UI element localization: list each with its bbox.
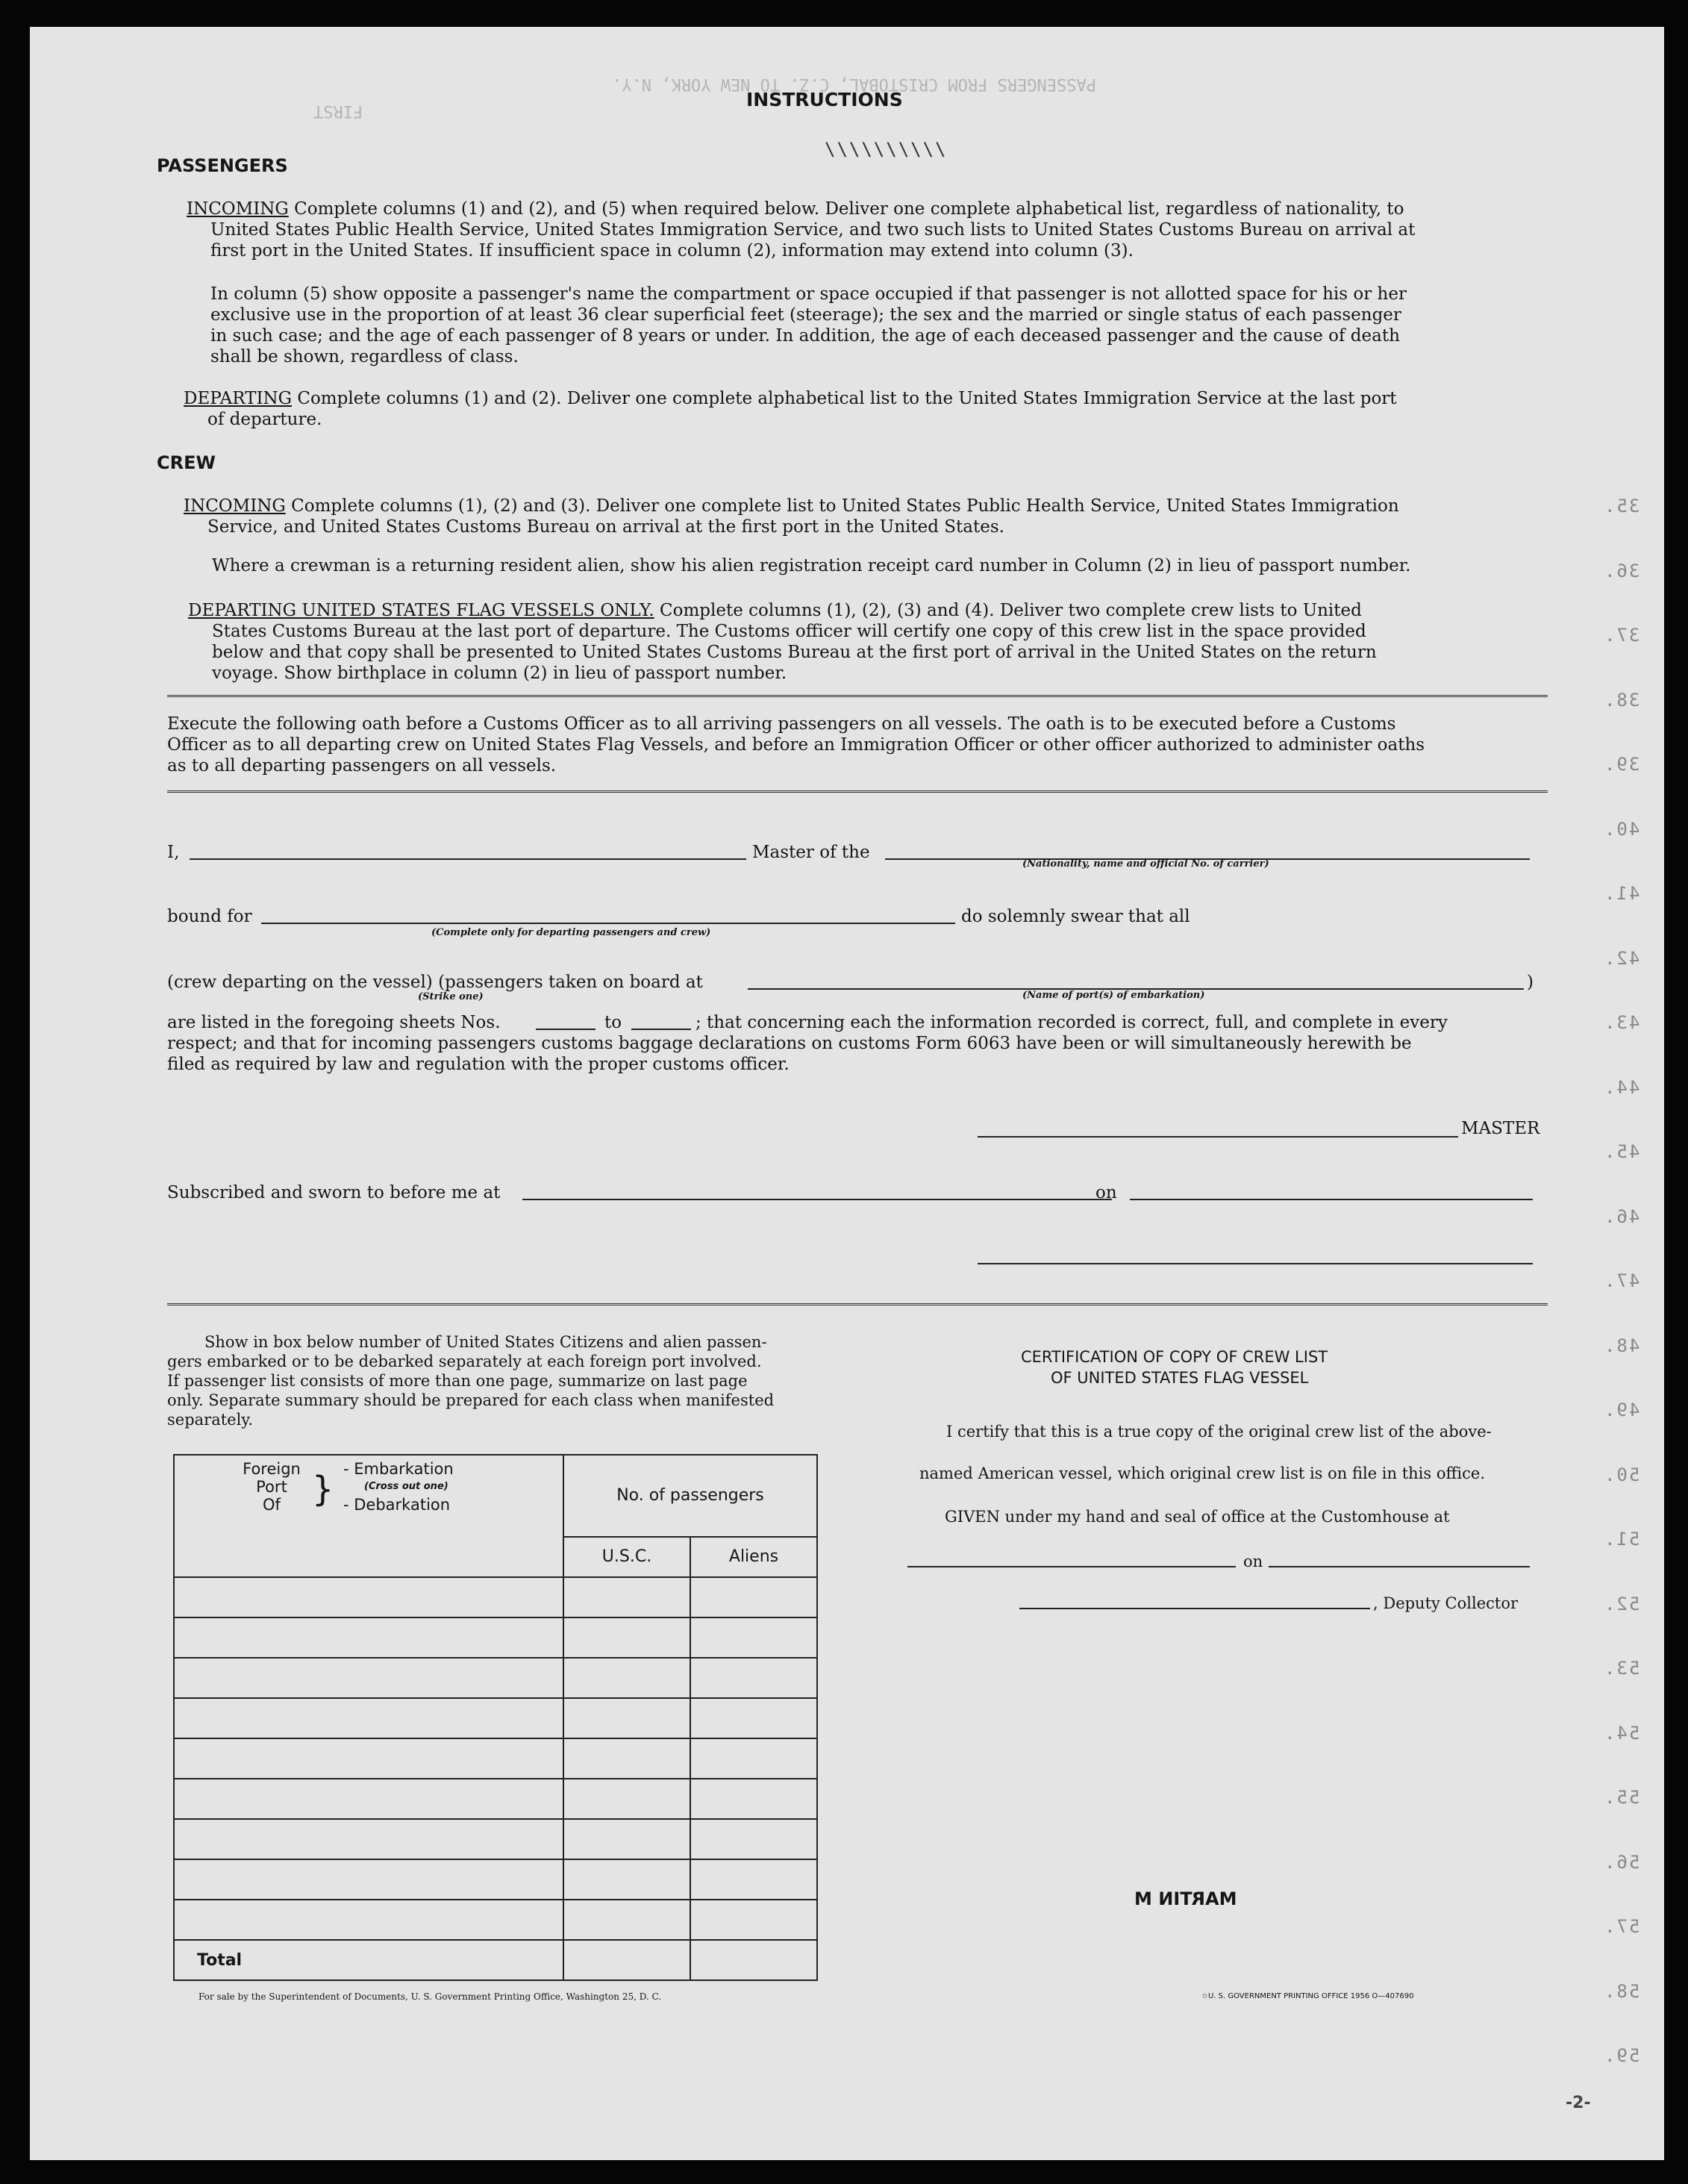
usc-header: U.S.C. bbox=[563, 1537, 690, 1577]
bleed-row-number: 49. bbox=[1603, 1400, 1640, 1420]
table-row bbox=[174, 1859, 817, 1900]
cert-on-label: on bbox=[1243, 1553, 1263, 1570]
sheets-line1-rest: ; that concerning each the information recorded is correct, full, and complete in every bbox=[695, 1013, 1448, 1032]
footer-left: For sale by the Superintendent of Documents, U. S. Government Printing Office, Washington 25, D. C. bbox=[199, 1991, 662, 2002]
passengers-incoming-line3: first port in the United States. If insufficient space in column (2), information may extend into column (3). bbox=[210, 241, 1134, 260]
bleed-row-number: 48. bbox=[1603, 1335, 1640, 1356]
sworn-date-field[interactable] bbox=[1130, 1199, 1533, 1200]
sworn-on-label: on bbox=[1095, 1183, 1117, 1202]
bleed-row-number: 52. bbox=[1603, 1594, 1640, 1614]
bleed-row-number: 43. bbox=[1603, 1012, 1640, 1033]
crew-passengers-label: (crew departing on the vessel) (passengers taken on board at bbox=[167, 973, 703, 992]
sheets-label: are listed in the foregoing sheets Nos. bbox=[167, 1013, 501, 1032]
bleed-row-number: 38. bbox=[1603, 690, 1640, 711]
bound-for-label: bound for bbox=[167, 907, 252, 926]
oath-i-label: I, bbox=[167, 843, 180, 862]
table-row bbox=[174, 1698, 817, 1738]
passenger-summary-table bbox=[173, 1454, 818, 1981]
passengers-incoming-line2: United States Public Health Service, United States Immigration Service, and two such lists to United States Customs Bureau on arrival at bbox=[210, 220, 1416, 240]
bleed-row-number: 37. bbox=[1603, 625, 1640, 646]
strike-one-caption: (Strike one) bbox=[418, 991, 484, 1002]
document-page bbox=[30, 27, 1664, 2160]
column5-line3: in such case; and the age of each passenger of 8 years or under. In addition, the age of each deceased passenger and the cause of death bbox=[210, 326, 1400, 346]
summary-instr-line3: If passenger list consists of more than one page, summarize on last page bbox=[167, 1372, 748, 1390]
oath-intro-line1: Execute the following oath before a Customs Officer as to all arriving passengers on all vessels. The oath is to be executed before a Customs bbox=[167, 714, 1396, 734]
sheets-to-label: to bbox=[604, 1013, 622, 1032]
total-aliens-cell[interactable] bbox=[690, 1940, 817, 1980]
column5-line4: shall be shown, regardless of class. bbox=[210, 347, 519, 366]
oath-intro-line2: Officer as to all departing crew on United States Flag Vessels, and before an Immigration Officer or other officer authorized to administer oaths bbox=[167, 735, 1425, 755]
foreign-port-header: Foreign Port Of } - Embarkation (Cross out one) - Debarkation bbox=[174, 1455, 563, 1577]
total-row bbox=[174, 1940, 817, 1980]
bleed-header: PASSENGERS FROM CRISTOBAL, C.Z. TO NEW YORK, N.Y. bbox=[612, 75, 1097, 93]
deputy-signature-field[interactable] bbox=[1019, 1608, 1370, 1609]
bleed-row-number: 51. bbox=[1603, 1529, 1640, 1550]
table-row bbox=[174, 1658, 817, 1698]
sheet-from-field[interactable] bbox=[536, 1029, 596, 1030]
bleed-row-number: 36. bbox=[1603, 561, 1640, 581]
bleed-row-number: 54. bbox=[1603, 1723, 1640, 1744]
table-row bbox=[174, 1738, 817, 1779]
cert-title-line1: CERTIFICATION OF COPY OF CREW LIST bbox=[1021, 1348, 1328, 1366]
sheets-line3: filed as required by law and regulation with the proper customs officer. bbox=[167, 1055, 790, 1074]
page-title: INSTRUCTIONS bbox=[746, 89, 903, 110]
bleed-row-number: 44. bbox=[1603, 1077, 1640, 1098]
crew-departing-line2: States Customs Bureau at the last port of departure. The Customs officer will certify one copy of this crew list in the space provided bbox=[212, 622, 1366, 641]
column5-line2: exclusive use in the proportion of at least 36 clear superficial feet (steerage); the sex and the married or single status of each passenger bbox=[210, 305, 1401, 325]
bleed-row-number: 40. bbox=[1603, 819, 1640, 840]
cert-date-field[interactable] bbox=[1269, 1566, 1530, 1567]
brace-icon: } bbox=[312, 1469, 334, 1509]
column5-line1: In column (5) show opposite a passenger's name the compartment or space occupied if that passenger is not allotted space for his or her bbox=[210, 284, 1407, 304]
cert-title-line2: OF UNITED STATES FLAG VESSEL bbox=[1051, 1369, 1309, 1387]
table-row bbox=[174, 1617, 817, 1658]
customhouse-field[interactable] bbox=[907, 1566, 1236, 1567]
sheet-to-field[interactable] bbox=[631, 1029, 691, 1030]
bleed-stamp: MARTIN M bbox=[1134, 1888, 1237, 1909]
bleed-row-number: 57. bbox=[1603, 1916, 1640, 1937]
crew-incoming-line1: INCOMING Complete columns (1), (2) and (3). Deliver one complete list to United States Public Health Service, United States Immigration bbox=[184, 496, 1399, 516]
master-label: MASTER bbox=[1461, 1119, 1540, 1138]
subscribed-label: Subscribed and sworn to before me at bbox=[167, 1183, 501, 1202]
bleed-row-number: 55. bbox=[1603, 1787, 1640, 1808]
summary-instr-line2: gers embarked or to be debarked separately at each foreign port involved. bbox=[167, 1352, 762, 1370]
bound-for-field[interactable] bbox=[261, 923, 955, 924]
passengers-departing-line2: of departure. bbox=[207, 410, 322, 429]
crew-departing-line1: DEPARTING UNITED STATES FLAG VESSELS ONLY. Complete columns (1), (2), (3) and (4). Deliver two complete crew lists to United bbox=[188, 601, 1362, 620]
master-name-field[interactable] bbox=[190, 858, 746, 860]
bleed-row-number: 59. bbox=[1603, 2045, 1640, 2066]
deputy-collector-label: , Deputy Collector bbox=[1373, 1594, 1519, 1612]
cert-body-line1: I certify that this is a true copy of the original crew list of the above- bbox=[946, 1423, 1492, 1441]
master-of-label: Master of the bbox=[752, 843, 870, 862]
tally-marks: \\\\\\\\\\ bbox=[825, 139, 948, 160]
summary-instr-line4: only. Separate summary should be prepared for each class when manifested bbox=[167, 1391, 775, 1409]
swear-label: do solemnly swear that all bbox=[961, 907, 1190, 926]
bound-caption: (Complete only for departing passengers and crew) bbox=[431, 927, 711, 938]
crew-heading: CREW bbox=[157, 452, 216, 473]
master-signature-field[interactable] bbox=[978, 1136, 1458, 1138]
page-mark: -2- bbox=[1566, 2094, 1591, 2112]
crew-incoming-line2: Service, and United States Customs Bureau on arrival at the first port in the United States. bbox=[207, 517, 1004, 537]
bleed-row-number: 47. bbox=[1603, 1270, 1640, 1291]
bleed-row-number: 45. bbox=[1603, 1141, 1640, 1162]
total-usc-cell[interactable] bbox=[563, 1940, 690, 1980]
bleed-row-number: 35. bbox=[1603, 496, 1640, 517]
bleed-first-class: FIRST bbox=[313, 102, 363, 120]
bleed-row-number: 42. bbox=[1603, 948, 1640, 969]
aliens-header: Aliens bbox=[690, 1537, 817, 1577]
crew-alien-note: Where a crewman is a returning resident alien, show his alien registration receipt card number in Column (2) in lieu of passport number. bbox=[212, 556, 1411, 575]
bleed-row-number: 56. bbox=[1603, 1852, 1640, 1873]
bleed-row-number: 39. bbox=[1603, 754, 1640, 775]
sworn-place-field[interactable] bbox=[522, 1199, 1112, 1200]
summary-instr-line5: separately. bbox=[167, 1411, 254, 1429]
passengers-heading: PASSENGERS bbox=[157, 155, 288, 176]
table-row bbox=[174, 1577, 817, 1617]
crew-departing-line3: below and that copy shall be presented to United States Customs Bureau at the first port of arrival in the United States on the return bbox=[212, 643, 1377, 662]
carrier-caption: (Nationality, name and official No. of carrier) bbox=[1022, 858, 1269, 870]
section-divider bbox=[167, 695, 1548, 697]
passengers-departing-line1: DEPARTING Complete columns (1) and (2). Deliver one complete alphabetical list to the United States Immigration Service at the last port bbox=[184, 389, 1397, 408]
oath-intro-line3: as to all departing passengers on all vessels. bbox=[167, 756, 557, 776]
table-row bbox=[174, 1900, 817, 1940]
cert-body-line2: named American vessel, which original crew list is on file in this office. bbox=[919, 1464, 1485, 1482]
no-passengers-header: No. of passengers bbox=[563, 1455, 817, 1537]
footer-right: ☆U. S. GOVERNMENT PRINTING OFFICE 1956 O—407690 bbox=[1201, 1992, 1414, 2000]
officer-signature-field[interactable] bbox=[978, 1263, 1533, 1264]
table-row bbox=[174, 1779, 817, 1819]
section-divider bbox=[167, 790, 1548, 793]
summary-instr-line1: Show in box below number of United States Citizens and alien passen- bbox=[204, 1333, 767, 1351]
sheets-line2: respect; and that for incoming passengers customs baggage declarations on customs Form 6063 have been or will simultaneously herewith be bbox=[167, 1034, 1412, 1053]
bleed-row-number: 53. bbox=[1603, 1658, 1640, 1679]
section-divider bbox=[167, 1303, 1548, 1305]
passengers-incoming-line1: INCOMING Complete columns (1) and (2), and (5) when required below. Deliver one complete alphabetical list, regardless of nationality, to bbox=[187, 199, 1404, 219]
port-caption: (Name of port(s) of embarkation) bbox=[1022, 990, 1205, 1001]
total-label: Total bbox=[174, 1940, 563, 1980]
close-paren: ) bbox=[1527, 973, 1534, 992]
crew-departing-line4: voyage. Show birthplace in column (2) in lieu of passport number. bbox=[212, 664, 787, 683]
bleed-row-number: 58. bbox=[1603, 1981, 1640, 2002]
bleed-row-number: 46. bbox=[1603, 1206, 1640, 1227]
table-row bbox=[174, 1819, 817, 1859]
bleed-row-number: 41. bbox=[1603, 883, 1640, 904]
cert-given-line: GIVEN under my hand and seal of office at the Customhouse at bbox=[945, 1508, 1450, 1526]
bleed-row-number: 50. bbox=[1603, 1464, 1640, 1485]
